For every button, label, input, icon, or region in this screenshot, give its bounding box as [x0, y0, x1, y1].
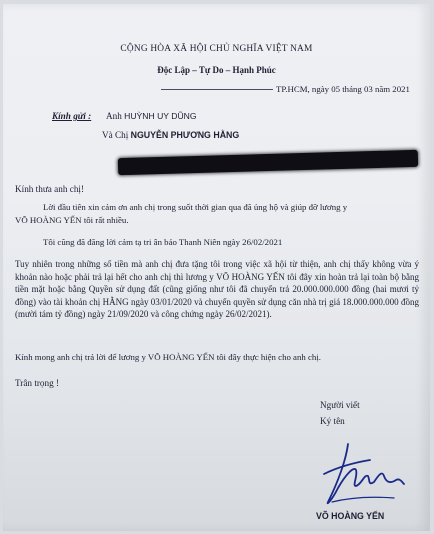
recipient-line-1	[106, 111, 197, 122]
paragraph-2: Tôi cũng đã đăng lời cảm tạ tri ân báo Thanh Niên ngày 26/02/2021	[43, 237, 283, 247]
paragraph-4: Kính mong anh chị trả lời để lương y VÕ HOÀNG YẾN tôi đây thực hiện cho anh chị.	[15, 352, 321, 362]
recipient-prefix-1: Anh	[106, 111, 122, 121]
sign-label: Ký tên	[320, 416, 345, 426]
motto: Độc Lập – Tự Do – Hạnh Phúc	[157, 65, 276, 75]
redaction-mark	[118, 150, 418, 175]
letter-page	[3, 4, 430, 531]
republic-heading: CỘNG HÒA XÃ HỘI CHỦ NGHĨA VIỆT NAM	[120, 44, 313, 54]
writer-label: Người viết	[320, 400, 360, 410]
recipient-line-2	[102, 130, 239, 141]
handwritten-signature	[318, 436, 408, 508]
date-line: TP.HCM, ngày 05 tháng 03 năm 2021	[276, 84, 410, 94]
recipient-prefix-2: Và Chị	[102, 130, 129, 140]
paragraph-1-line-2: VÕ HOÀNG YẾN tôi rất nhiều.	[15, 215, 129, 225]
motto-underline	[161, 89, 273, 90]
paragraph-3: Tuy nhiên trong những số tiền mà anh chị đưa tặng tôi trong việc xã hội từ thiện, anh chị thấy không vừa ý khoản nào hoặc phải trả lại hết cho anh chị thì lương y VÕ HOÀNG YẾN tôi đây xin hoàn trả lại toàn bộ bằng tiền mặt hoặc bằng Quyền sử dụng đất (cũng giống như tôi đã chuyển trả 20.000.000.000 đồng (hai mươi tỷ đồng) vào tài khoản chị HẰNG ngày 03/01/2020 và chuyển quyền sử dụng căn nhà trị giá 18.000.000.000 đồng (mười tám tỷ đồng) ngày 21/09/2020 và công chứng ngày 26/02/2021).	[15, 259, 419, 319]
signer-name: VÕ HOÀNG YẾN	[316, 511, 385, 521]
recipient-label: Kính gửi :	[52, 111, 92, 121]
recipient-name-2: NGUYỄN PHƯƠNG HẰNG	[130, 130, 240, 140]
closing: Trân trọng !	[15, 378, 60, 388]
paragraph-1-line-1: Lời đầu tiên xin cảm ơn anh chị trong suốt thời gian qua đã ủng hộ và giúp đỡ lương y	[43, 202, 348, 212]
recipient-name-1: HUỲNH UY DŨNG	[124, 111, 197, 121]
greeting: Kính thưa anh chị!	[15, 184, 85, 194]
